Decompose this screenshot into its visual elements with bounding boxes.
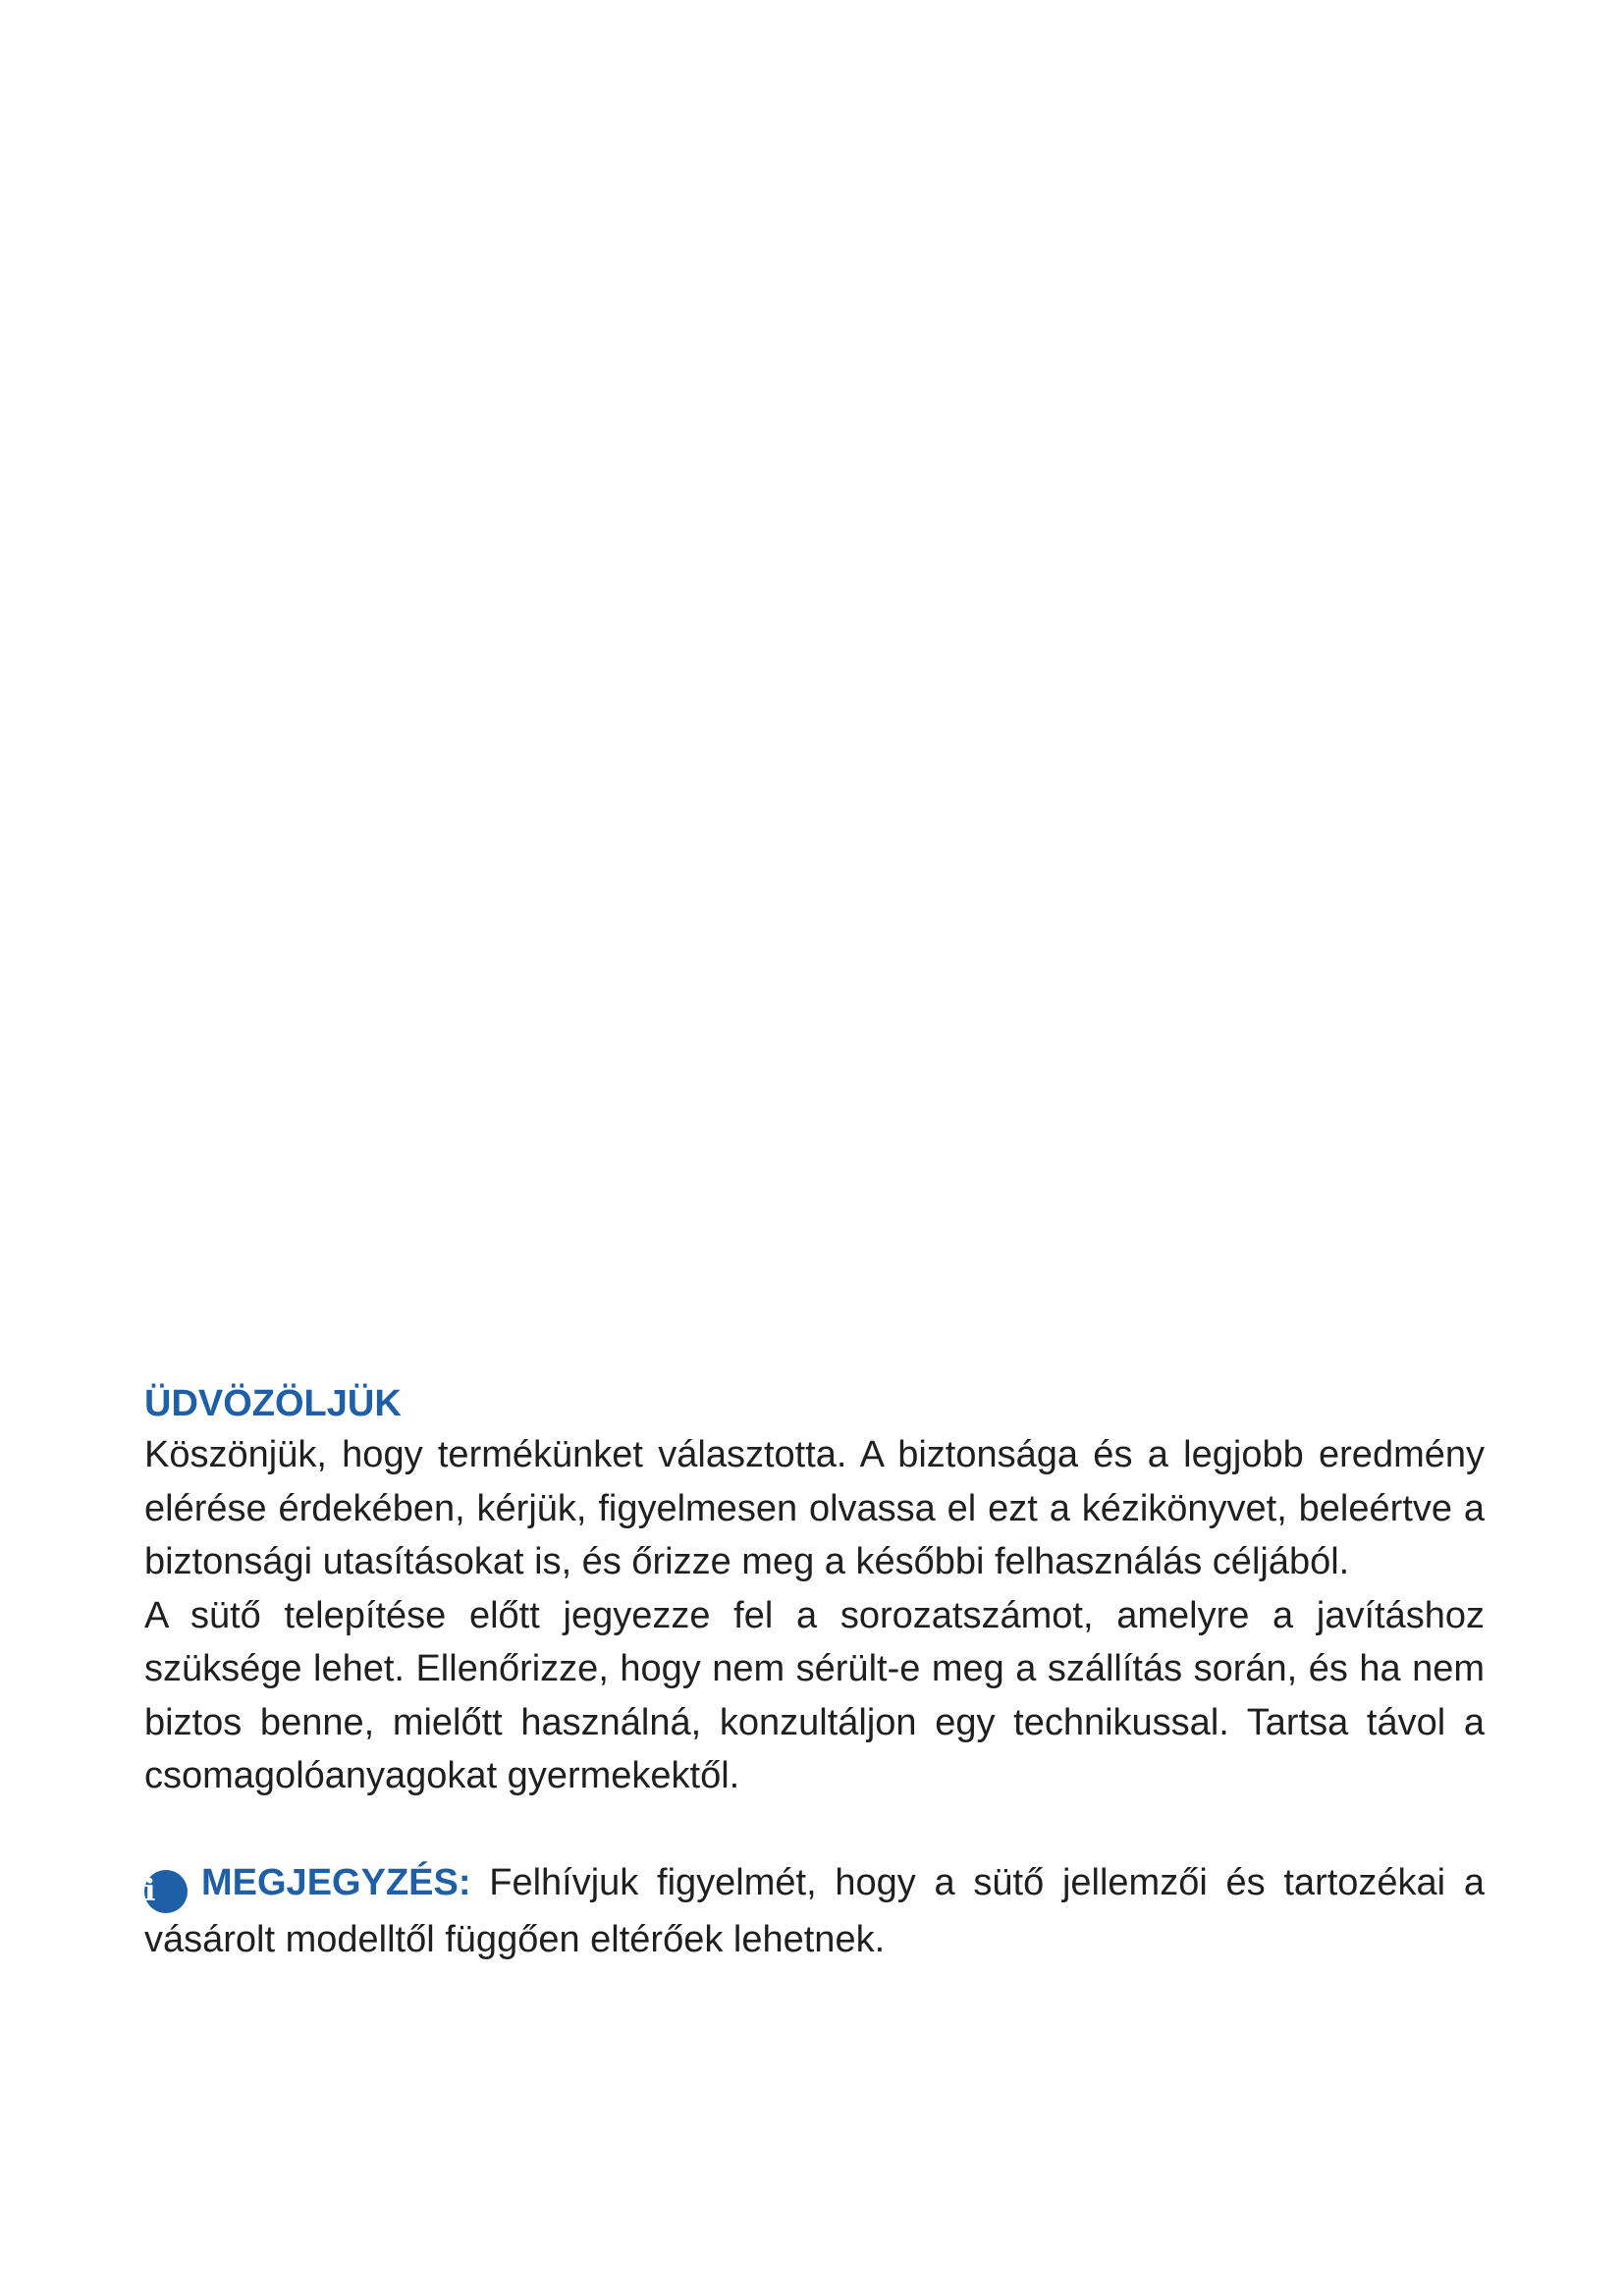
installation-paragraph: A sütő telepítése előtt jegyezze fel a sorozatszámot, amelyre a javításhoz szüksége lehet. Ellenőrizze, hogy nem sérült-e meg a szállítás során, és ha nem biztos benne, mielőtt használná, konzultáljon egy technikussal. Tartsa távol a csomagolóanyagokat gyermekektől. [144, 1594, 1485, 1796]
info-icon: i [144, 1870, 188, 1913]
note-text: Felhívjuk figyelmét, hogy a sütő jellemzői és tartozékai a vásárolt modelltől függően eltérőek lehetnek. [144, 1861, 1485, 1960]
note-label: MEGJEGYZÉS: [201, 1861, 471, 1903]
page-title: ÜDVÖZÖLJÜK [144, 1383, 402, 1424]
welcome-section [144, 1379, 1485, 2003]
note-block [144, 1856, 1485, 1967]
intro-paragraph: Köszönjük, hogy termékünket választotta. A biztonsága és a legjobb eredmény elérése érdekében, kérjük, figyelmesen olvassa el ezt a kézikönyvet, beleértve a biztonsági utasításokat is, és őrizze meg a későbbi felhasználás céljából. [144, 1434, 1485, 1582]
